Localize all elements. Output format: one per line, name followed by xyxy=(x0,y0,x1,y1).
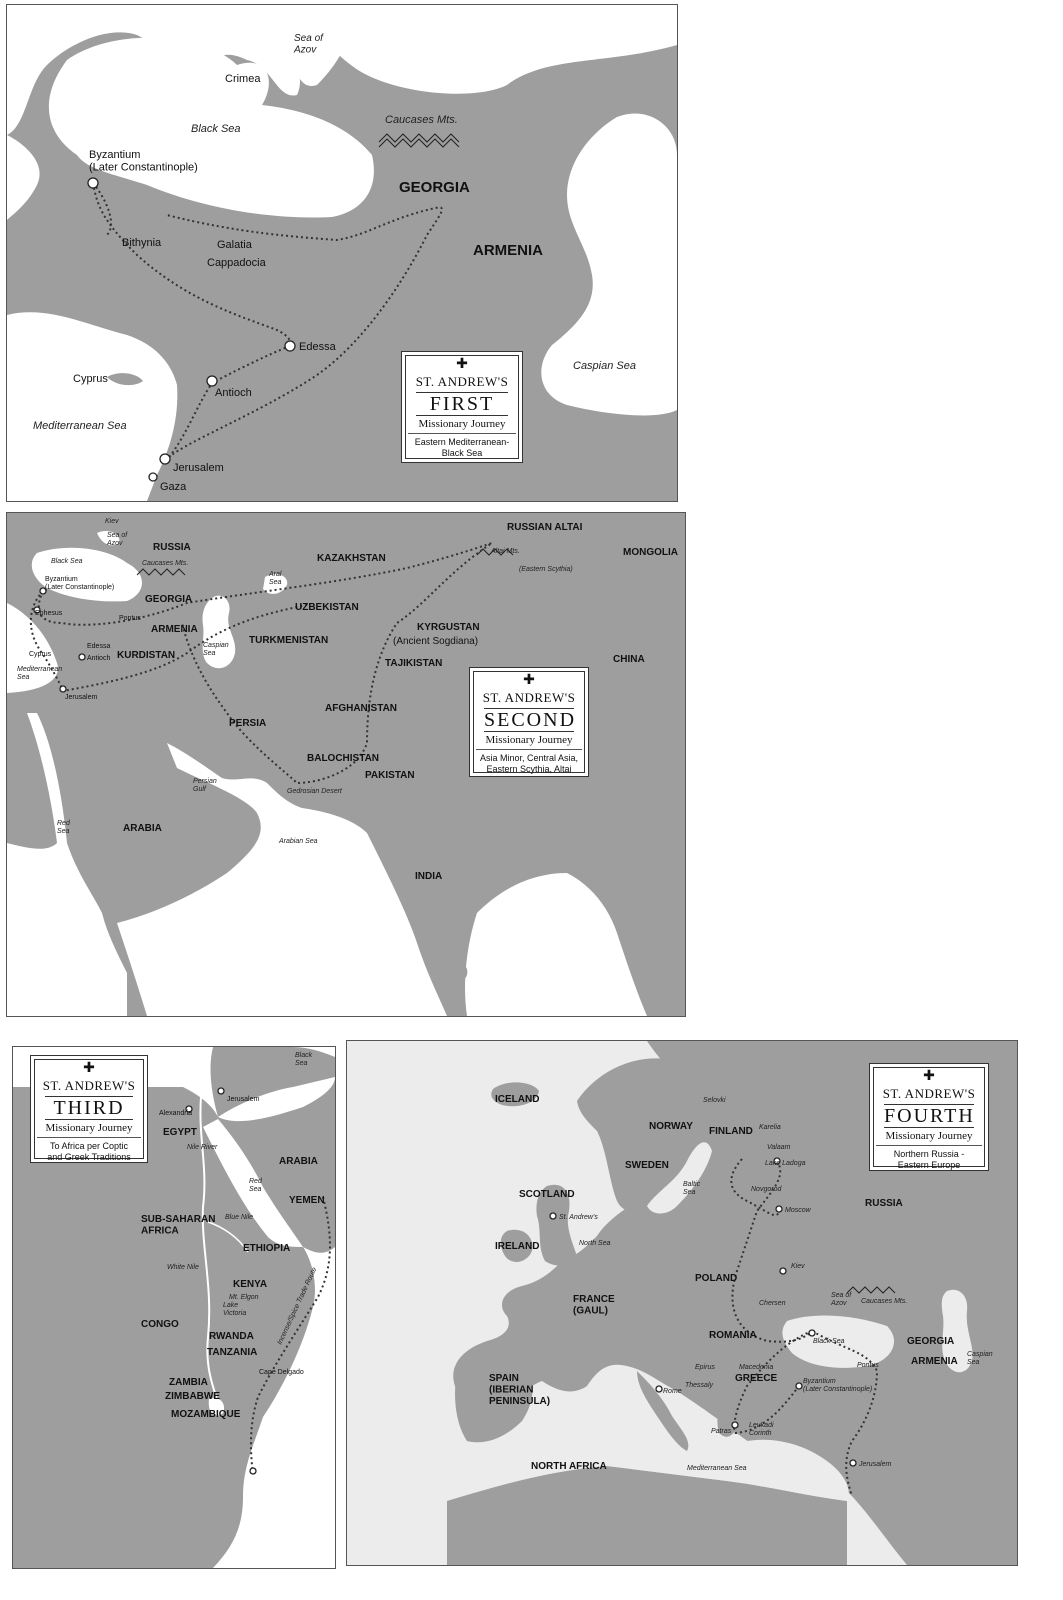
label-red-sea: Red Sea xyxy=(249,1178,262,1194)
label-pakistan: PAKISTAN xyxy=(365,770,415,781)
label-lake-victoria: Lake Victoria xyxy=(223,1302,247,1318)
label-iceland: ICELAND xyxy=(495,1094,540,1105)
label-arabia: ARABIA xyxy=(123,823,162,834)
label-sub-saharan: SUB-SAHARAN AFRICA xyxy=(141,1214,216,1237)
legend-subtitle: Missionary Journey xyxy=(418,418,506,430)
label-turkmenistan: TURKMENISTAN xyxy=(249,635,329,646)
label-black-sea: Black Sea xyxy=(295,1052,313,1068)
label-uzbekistan: UZBEKISTAN xyxy=(295,602,359,613)
label-galatia: Galatia xyxy=(217,239,252,251)
label-ancient-sogdiana: (Ancient Sogdiana) xyxy=(393,636,479,647)
label-jerusalem: Jerusalem xyxy=(65,694,98,701)
label-kyrgustan: KYRGUSTAN xyxy=(417,622,480,633)
legend-subtitle: Missionary Journey xyxy=(885,1130,973,1142)
label-sweden: SWEDEN xyxy=(625,1160,669,1171)
label-byzantium: Byzantium (Later Constantinople) xyxy=(803,1378,873,1394)
label-gedrosian-desert: Gedrosian Desert xyxy=(287,788,342,795)
label-tajikistan: TAJIKISTAN xyxy=(385,658,443,669)
label-cape-delgado: Cape Delgado xyxy=(259,1369,304,1376)
legend-region: Asia Minor, Central Asia, Eastern Scythia, Altai xyxy=(476,749,582,775)
legend-name: ST. ANDREW'S xyxy=(415,374,509,389)
label-spain: SPAIN (IBERIAN PENINSULA) xyxy=(489,1373,551,1407)
label-baltic-sea: Baltic Sea xyxy=(683,1181,701,1197)
label-yemen: YEMEN xyxy=(289,1195,325,1206)
label-caspian-sea: Caspian Sea xyxy=(573,360,636,372)
label-alexandria: Alexandria xyxy=(159,1110,193,1117)
label-edessa: Edessa xyxy=(299,341,336,353)
label-caucases: Caucases Mts. xyxy=(142,560,189,567)
label-caucases: Caucases Mts. xyxy=(385,114,458,126)
legend-region: To Africa per Coptic and Greek Traditions xyxy=(37,1137,141,1163)
third-journey-legend xyxy=(30,1055,148,1163)
label-sea-of-azov: Sea of Azov xyxy=(294,33,323,56)
label-tanzania: TANZANIA xyxy=(207,1347,258,1358)
label-india: INDIA xyxy=(415,871,443,882)
label-poland: POLAND xyxy=(695,1273,738,1284)
second-journey-legend xyxy=(469,667,589,777)
label-russian-altai: RUSSIAN ALTAI xyxy=(507,522,583,533)
label-mongolia: MONGOLIA xyxy=(623,547,678,558)
label-jerusalem: Jerusalem xyxy=(227,1096,260,1103)
second-journey-map xyxy=(6,512,686,1017)
label-kiev: Kiev xyxy=(791,1263,805,1270)
legend-subtitle: Missionary Journey xyxy=(45,1122,133,1134)
label-patras: Patras xyxy=(711,1428,732,1435)
label-rome: Rome xyxy=(663,1388,682,1395)
first-journey-map-graphic xyxy=(7,5,677,501)
label-trade-route: Incense/Spice Trade Route xyxy=(276,1266,319,1346)
label-nile-river: Nile River xyxy=(187,1144,218,1151)
label-edessa: Edessa xyxy=(87,643,111,650)
legend-name: ST. ANDREW'S xyxy=(482,690,576,705)
label-armenia: ARMENIA xyxy=(151,624,198,635)
label-mediterranean-sea: Mediterranean Sea xyxy=(33,420,127,432)
label-altai-mts: Altai Mts. xyxy=(491,548,520,555)
label-macedonia: Macedonia xyxy=(739,1364,774,1371)
label-armenia: ARMENIA xyxy=(911,1356,958,1367)
legend-ordinal: THIRD xyxy=(45,1096,133,1120)
label-black-sea: Black Sea xyxy=(191,123,241,135)
label-valaam: Valaam xyxy=(767,1144,791,1151)
label-caucases: Caucases Mts. xyxy=(861,1298,908,1305)
label-gaza: Gaza xyxy=(160,481,187,493)
third-journey-map xyxy=(12,1046,336,1569)
first-journey-legend xyxy=(401,351,523,463)
label-pontus: Pontus xyxy=(857,1362,879,1369)
label-scotland: SCOTLAND xyxy=(519,1189,575,1200)
label-ephesus: Ephesus xyxy=(35,610,63,617)
label-north-africa: NORTH AFRICA xyxy=(531,1461,607,1472)
label-arabian-sea: Arabian Sea xyxy=(279,838,318,845)
edessa-marker xyxy=(285,341,295,351)
label-caspian-sea: Caspian Sea xyxy=(967,1351,993,1367)
antioch-marker xyxy=(207,376,217,386)
label-cyprus: Cyprus xyxy=(29,651,52,658)
label-kiev: Kiev xyxy=(105,518,119,525)
first-journey-map xyxy=(6,4,678,502)
label-georgia: GEORGIA xyxy=(399,179,470,196)
label-leukadi: Leukadi Corinth xyxy=(749,1422,774,1438)
label-chersen: Chersen xyxy=(759,1300,786,1307)
label-arabia: ARABIA xyxy=(279,1156,318,1167)
label-black-sea: Black Sea xyxy=(51,558,83,565)
label-north-sea: North Sea xyxy=(579,1240,611,1247)
cross-icon: ✚ xyxy=(456,357,468,372)
label-georgia: GEORGIA xyxy=(907,1336,955,1347)
legend-ordinal: FOURTH xyxy=(884,1105,975,1127)
label-black-sea: Black Sea xyxy=(813,1338,845,1345)
label-balochistan: BALOCHISTAN xyxy=(307,753,380,764)
label-epirus: Epirus xyxy=(695,1364,715,1371)
label-romania: ROMANIA xyxy=(709,1330,757,1341)
label-kurdistan: KURDISTAN xyxy=(117,650,176,661)
label-france: FRANCE (GAUL) xyxy=(573,1294,615,1317)
label-persian-gulf: Persian Gulf xyxy=(193,778,217,794)
label-mediterranean-sea: Mediterranean Sea xyxy=(17,666,63,682)
label-eastern-scythia: (Eastern Scythia) xyxy=(519,566,573,573)
label-norway: NORWAY xyxy=(649,1121,693,1132)
label-russia: RUSSIA xyxy=(153,542,191,553)
fourth-journey-map xyxy=(346,1040,1018,1566)
legend-ordinal: FIRST xyxy=(416,392,508,416)
label-armenia: ARMENIA xyxy=(473,242,543,259)
label-persia: PERSIA xyxy=(229,718,267,729)
label-karelia: Karelia xyxy=(759,1124,781,1131)
label-china: CHINA xyxy=(613,654,645,665)
label-lake-ladoga: Lake Ladoga xyxy=(765,1160,806,1167)
label-white-nile: White Nile xyxy=(167,1264,199,1271)
label-zimbabwe: ZIMBABWE xyxy=(165,1391,220,1402)
label-jerusalem: Jerusalem xyxy=(173,462,224,474)
label-byzantium: Byzantium (Later Constantinople) xyxy=(45,576,115,592)
label-afghanistan: AFGHANISTAN xyxy=(325,703,398,714)
label-red-sea: Red Sea xyxy=(57,820,70,836)
legend-ordinal: SECOND xyxy=(484,709,577,731)
label-mediterranean-sea: Mediterranean Sea xyxy=(687,1465,747,1472)
label-moscow: Moscow xyxy=(785,1207,811,1214)
label-congo: CONGO xyxy=(141,1319,179,1330)
legend-name: ST. ANDREW'S xyxy=(882,1086,976,1101)
label-bithynia: Bithynia xyxy=(122,237,162,249)
label-byzantium: Byzantium (Later Constantinople) xyxy=(89,149,198,174)
label-blue-nile: Blue Nile xyxy=(225,1214,254,1221)
label-selovki: Selovki xyxy=(703,1097,726,1104)
label-sea-of-azov: Sea of Azov xyxy=(107,532,128,548)
label-zambia: ZAMBIA xyxy=(169,1377,208,1388)
fourth-journey-legend xyxy=(869,1063,989,1171)
label-antioch: Antioch xyxy=(215,387,252,399)
label-cyprus: Cyprus xyxy=(73,373,108,385)
label-thessaly: Thessaly xyxy=(685,1382,714,1389)
label-ethiopia: ETHIOPIA xyxy=(243,1243,291,1254)
label-mt-elgon: Mt. Elgon xyxy=(229,1294,259,1301)
legend-region: Northern Russia - Eastern Europe xyxy=(876,1145,982,1171)
jerusalem-marker xyxy=(160,454,170,464)
cross-icon: ✚ xyxy=(523,673,535,688)
label-antioch: Antioch xyxy=(87,655,111,662)
label-georgia: GEORGIA xyxy=(145,594,193,605)
label-russia: RUSSIA xyxy=(865,1198,903,1209)
label-greece: GREECE xyxy=(735,1373,778,1384)
label-kenya: KENYA xyxy=(233,1279,268,1290)
label-cappadocia: Cappadocia xyxy=(207,257,266,269)
label-pontus: Pontus xyxy=(119,615,141,622)
byzantium-marker xyxy=(88,178,98,188)
label-jerusalem: Jerusalem xyxy=(859,1461,892,1468)
label-crimea: Crimea xyxy=(225,73,261,85)
label-mozambique: MOZAMBIQUE xyxy=(171,1409,241,1420)
legend-name: ST. ANDREW'S xyxy=(42,1078,136,1093)
gaza-marker xyxy=(149,473,157,481)
label-novgorod: Novgorod xyxy=(751,1186,782,1193)
label-sea-of-azov: Sea of Azov xyxy=(831,1292,852,1308)
label-finland: FINLAND xyxy=(709,1126,753,1137)
label-caspian-sea: Caspian Sea xyxy=(203,642,229,658)
cross-icon: ✚ xyxy=(83,1061,95,1076)
cross-icon: ✚ xyxy=(923,1069,935,1084)
label-rwanda: RWANDA xyxy=(209,1331,254,1342)
label-kazakhstan: KAZAKHSTAN xyxy=(317,553,386,564)
legend-region: Eastern Mediterranean- Black Sea xyxy=(408,433,516,459)
label-aral-sea: Aral Sea xyxy=(269,571,282,587)
legend-subtitle: Missionary Journey xyxy=(485,734,573,746)
label-st-andrews: St. Andrew's xyxy=(559,1214,598,1221)
label-egypt: EGYPT xyxy=(163,1127,197,1138)
label-ireland: IRELAND xyxy=(495,1241,540,1252)
